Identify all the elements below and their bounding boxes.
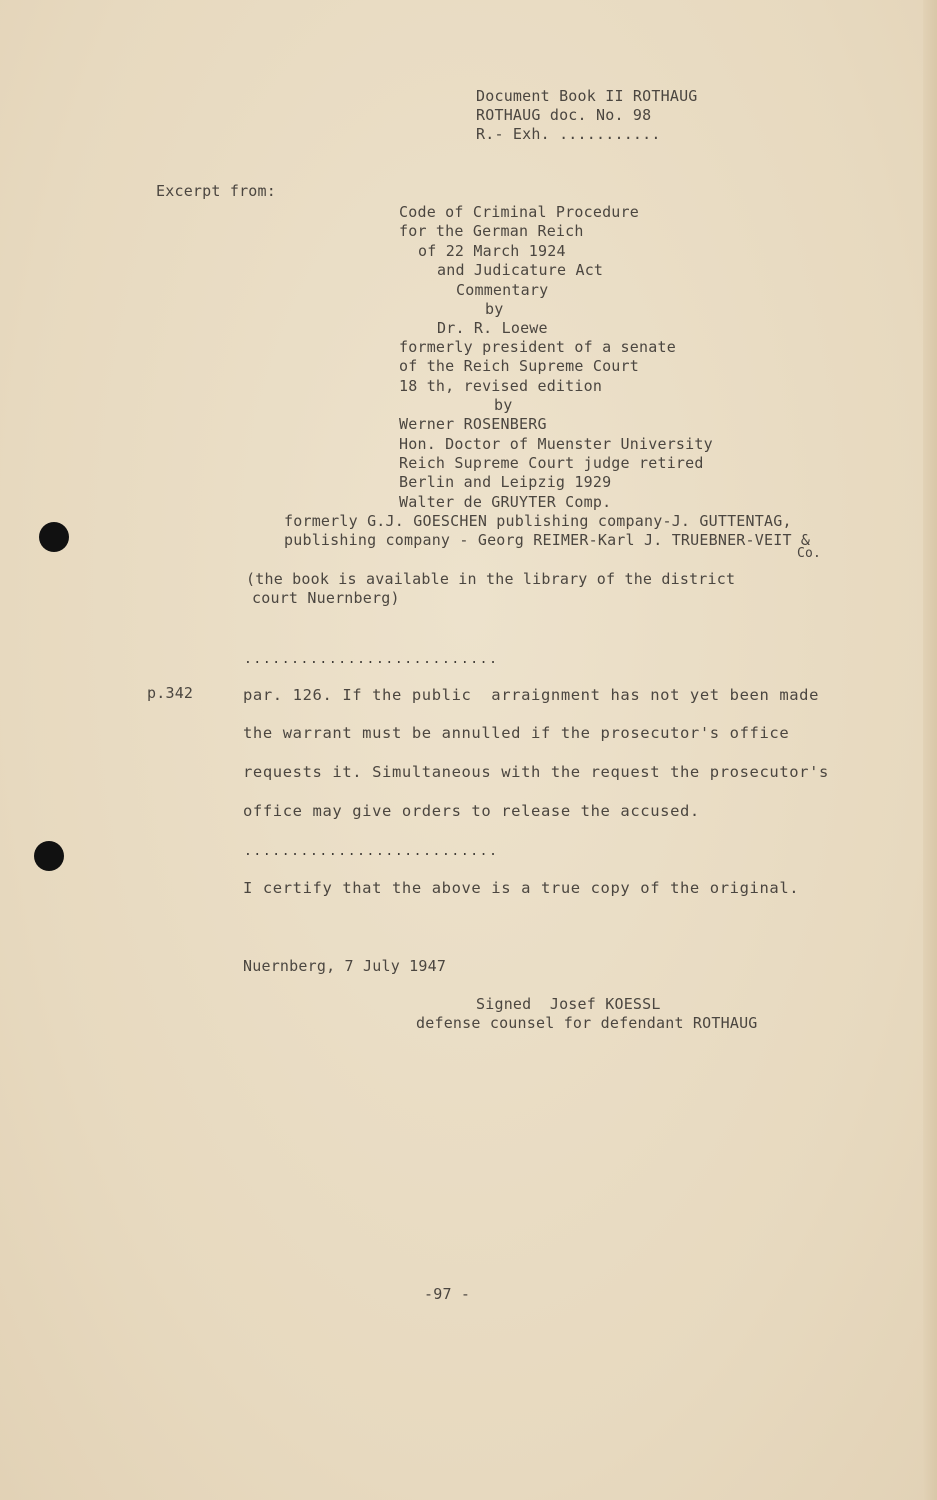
availability-line: court Nuernberg) bbox=[252, 589, 400, 607]
citation-line: for the German Reich bbox=[399, 222, 584, 240]
place-date: Nuernberg, 7 July 1947 bbox=[243, 957, 447, 975]
signature-line: Signed Josef KOESSL bbox=[476, 995, 661, 1013]
paragraph-line: office may give orders to release the accused. bbox=[243, 802, 700, 820]
page-number: -97 - bbox=[424, 1285, 471, 1303]
punch-hole-bottom bbox=[34, 841, 64, 871]
citation-line: formerly president of a senate bbox=[399, 338, 676, 356]
citation-line: Berlin and Leipzig 1929 bbox=[399, 473, 612, 491]
exhibit-line: R.- Exh. ........... bbox=[476, 125, 661, 143]
citation-line: Code of Criminal Procedure bbox=[399, 203, 639, 221]
certification-text: I certify that the above is a true copy of the original. bbox=[243, 879, 800, 897]
doc-book-line: Document Book II ROTHAUG bbox=[476, 87, 698, 105]
separator-top: ........................... bbox=[244, 652, 499, 667]
paragraph-line: par. 126. If the public arraignment has not yet been made bbox=[243, 686, 820, 704]
citation-line: Hon. Doctor of Muenster University bbox=[399, 435, 713, 453]
paragraph-line: the warrant must be annulled if the prosecutor's office bbox=[243, 724, 790, 742]
citation-line: 18 th, revised edition bbox=[399, 377, 603, 395]
citation-line: Walter de GRUYTER Comp. bbox=[399, 493, 612, 511]
citation-line: of 22 March 1924 bbox=[418, 242, 566, 260]
citation-line: Reich Supreme Court judge retired bbox=[399, 454, 704, 472]
citation-line: of the Reich Supreme Court bbox=[399, 357, 639, 375]
publisher-line: formerly G.J. GOESCHEN publishing company-J. GUTTENTAG, bbox=[284, 512, 792, 530]
citation-line: Commentary bbox=[456, 281, 549, 299]
page-reference: p.342 bbox=[147, 684, 194, 702]
doc-number-line: ROTHAUG doc. No. 98 bbox=[476, 106, 652, 124]
availability-line: (the book is available in the library of the district bbox=[246, 570, 736, 588]
citation-line: Dr. R. Loewe bbox=[437, 319, 548, 337]
excerpt-label: Excerpt from: bbox=[156, 182, 276, 200]
publisher-line: publishing company - Georg REIMER-Karl J. TRUEBNER-VEIT & bbox=[284, 531, 811, 549]
citation-line: and Judicature Act bbox=[437, 261, 604, 279]
citation-line: by bbox=[494, 396, 513, 414]
paper-edge bbox=[923, 0, 937, 1500]
citation-line: Werner ROSENBERG bbox=[399, 415, 547, 433]
separator-bottom: ........................... bbox=[244, 844, 499, 859]
punch-hole-top bbox=[39, 522, 69, 552]
paragraph-line: requests it. Simultaneous with the request the prosecutor's bbox=[243, 763, 829, 781]
citation-line: by bbox=[485, 300, 504, 318]
signature-role: defense counsel for defendant ROTHAUG bbox=[416, 1014, 758, 1032]
publisher-co: Co. bbox=[797, 546, 822, 561]
